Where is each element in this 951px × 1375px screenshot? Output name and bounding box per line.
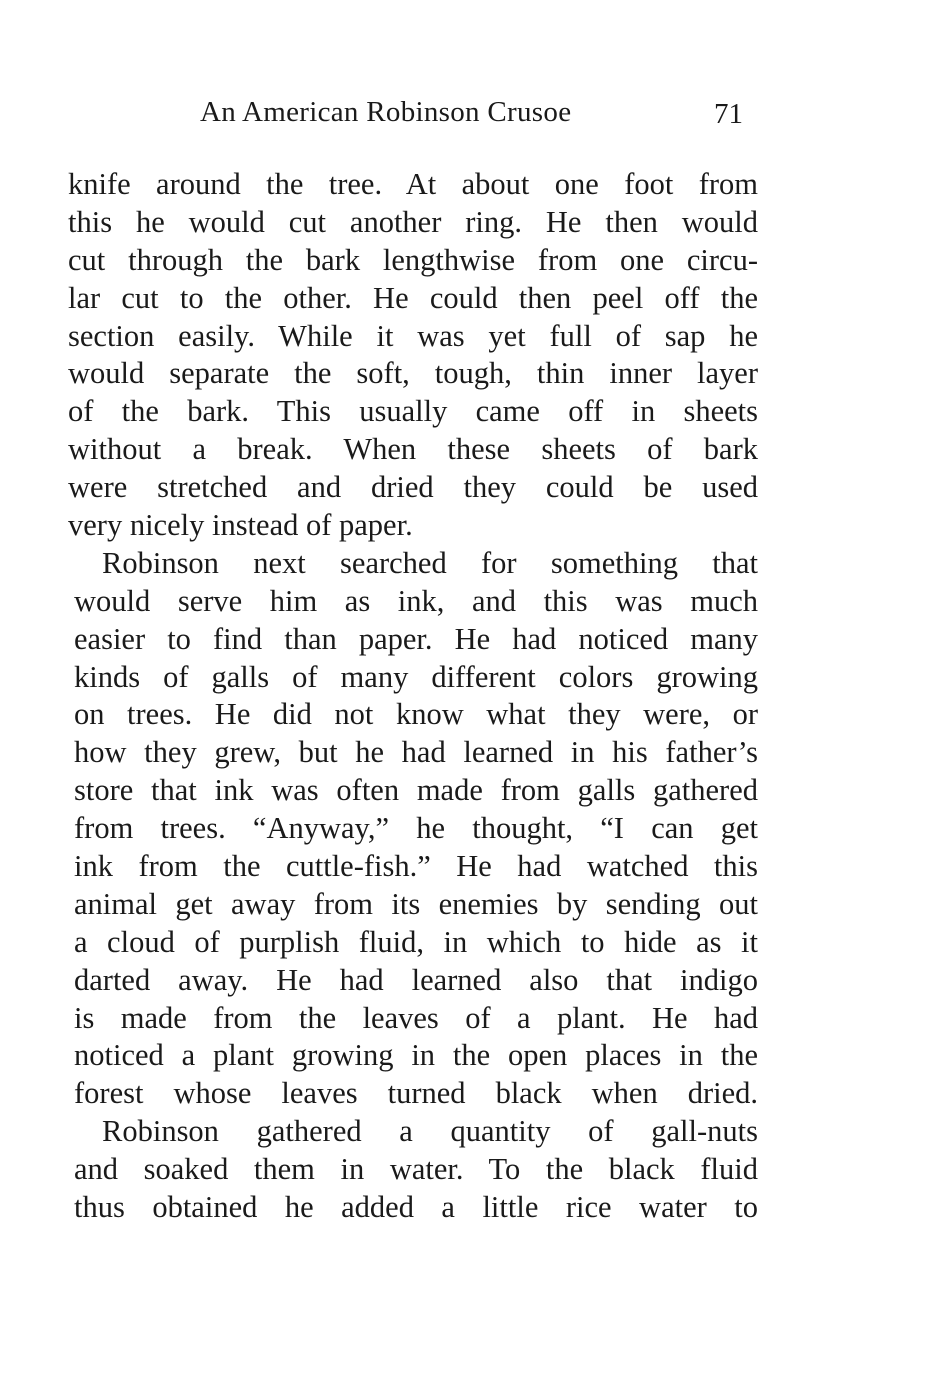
text-line: animal get away from its enemies by sending out — [74, 886, 758, 921]
text-line: would serve him as ink, and this was much — [74, 583, 758, 618]
paragraph-start-line: Robinson next searched for something that — [102, 545, 758, 580]
text-line: on trees. He did not know what they were, or — [74, 697, 758, 732]
text-line: forest whose leaves turned black when dried. — [74, 1076, 758, 1111]
running-title: An American Robinson Crusoe — [200, 96, 572, 128]
text-line: lar cut to the other. He could then peel off the — [68, 280, 758, 315]
text-line: were stretched and dried they could be used — [68, 470, 758, 505]
text-line: would separate the soft, tough, thin inner layer — [68, 356, 758, 391]
text-line: darted away. He had learned also that indigo — [74, 962, 758, 997]
text-line: cut through the bark lengthwise from one circu- — [68, 242, 758, 277]
text-line: kinds of galls of many different colors growing — [74, 659, 758, 694]
page-number: 71 — [714, 98, 743, 130]
text-line: section easily. While it was yet full of sap he — [68, 318, 758, 353]
text-line: this he would cut another ring. He then would — [68, 204, 758, 239]
text-line: very nicely instead of paper. — [68, 508, 413, 543]
running-head — [0, 96, 951, 136]
text-line: of the bark. This usually came off in sheets — [68, 394, 758, 429]
text-line: and soaked them in water. To the black fluid — [74, 1152, 758, 1187]
body-text — [68, 166, 758, 1227]
text-line: knife around the tree. At about one foot from — [68, 167, 758, 201]
text-line: a cloud of purplish fluid, in which to hide as it — [74, 924, 758, 959]
text-line: store that ink was often made from galls gathered — [74, 773, 758, 808]
text-line: how they grew, but he had learned in his father’s — [74, 735, 758, 770]
paragraph-start-line: Robinson gathered a quantity of gall-nuts — [102, 1114, 758, 1149]
text-line: easier to find than paper. He had noticed many — [74, 621, 758, 656]
text-line: noticed a plant growing in the open places in the — [74, 1038, 758, 1073]
text-line: from trees. “Anyway,” he thought, “I can get — [74, 811, 758, 846]
text-line: ink from the cuttle-fish.” He had watched this — [74, 849, 758, 884]
text-line: thus obtained he added a little rice water to — [74, 1190, 758, 1225]
text-line: without a break. When these sheets of bark — [68, 432, 758, 467]
text-line: is made from the leaves of a plant. He had — [74, 1000, 758, 1035]
